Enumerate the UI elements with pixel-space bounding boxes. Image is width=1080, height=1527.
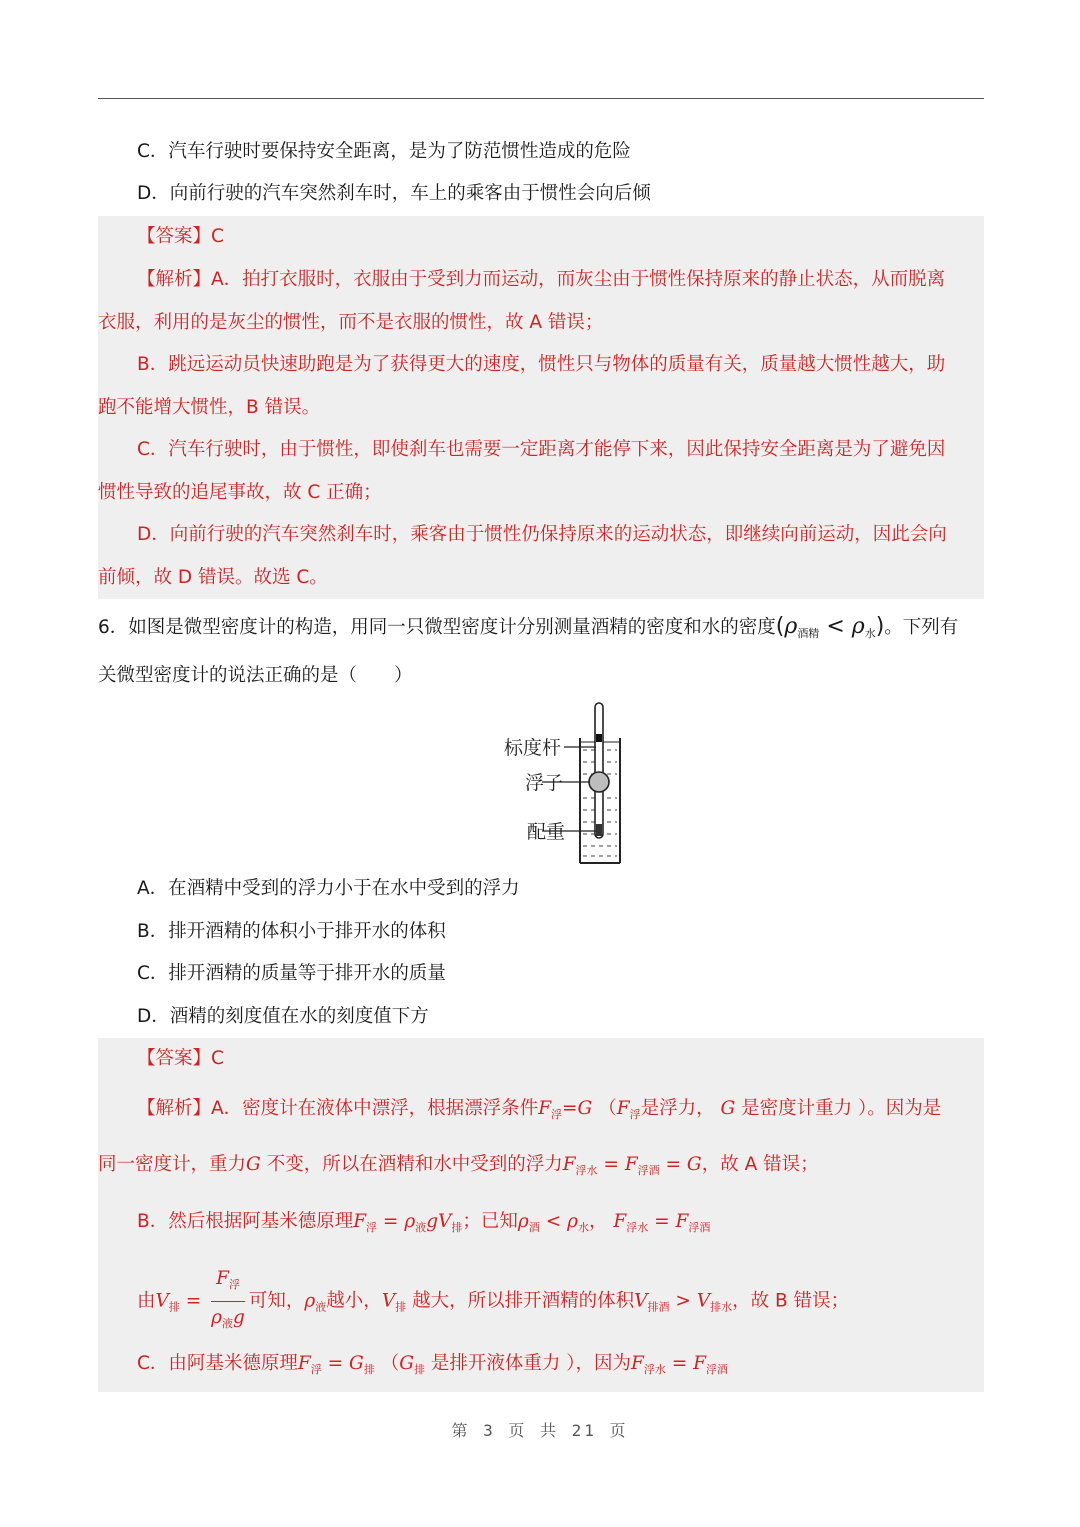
q5-analysis-line: [137, 268, 1023, 292]
label-float: 浮子: [525, 772, 564, 794]
q6-option-b: B．排开酒精的体积小于排开水的体积: [137, 921, 446, 942]
analysis-tag: 【解析】: [137, 1098, 212, 1119]
q6-stem-line-1: [98, 615, 984, 646]
answer-tag: 【答案】: [137, 1048, 212, 1069]
answer-value: C: [211, 226, 224, 247]
q5-analysis-line: D．向前行驶的汽车突然刹车时，乘客由于惯性仍保持原来的运动状态，即继续向前运动，因此会向: [137, 524, 947, 545]
analysis-tag: 【解析】: [137, 269, 212, 290]
q6-analysis-b-line-2: 由$V_排$ = $\frac{F_浮}{\rho_液g}$ 可知，$\rho_液$越小，$V_排$ 越大，所以排开酒精的体积$V_{排酒} > V_{排水}$，故 B 错误；: [137, 1265, 1023, 1338]
hydrometer-figure: [490, 698, 630, 868]
q5-analysis-line: 跑不能增大惯性，B 错误。: [98, 397, 321, 418]
q5-analysis-line: B．跳远运动员快速助跑是为了获得更大的速度，惯性只与物体的质量有关，质量越大惯性越大，助: [137, 354, 946, 375]
label-rod: 标度杆: [504, 737, 562, 759]
q5-analysis-line: C．汽车行驶时，由于惯性，即使刹车也需要一定距离才能停下来，因此保持安全距离是为了避免因: [137, 439, 946, 460]
q6-analysis-c-line-1: C．由阿基米德原理$F_浮 = G_排$ （$G_排$ 是排开液体重力 ），因为$F_{浮水} = F_{浮酒}$: [137, 1353, 728, 1376]
q6-option-c: C．排开酒精的质量等于排开水的质量: [137, 963, 446, 984]
q6-analysis-b-line-1: B．然后根据阿基米德原理$F_浮 = \rho_液gV_排$；已知$\rho_酒 < \rho_水$， $F_{浮水} = F_{浮酒}$: [137, 1211, 711, 1234]
page-footer: 第 3 页 共 21 页: [451, 1421, 629, 1440]
q5-analysis-line: 惯性导致的追尾事故，故 C 正确；: [98, 482, 382, 503]
q6-stem-line-2: 关微型密度计的说法正确的是（ ）: [98, 665, 413, 686]
q6-answer: [137, 1047, 1023, 1071]
counterweight: [596, 824, 602, 836]
label-weight: 配重: [527, 821, 566, 843]
scale-rod: [595, 703, 603, 838]
q5-answer: [137, 225, 1023, 249]
scale-mark: [596, 734, 602, 742]
q5-option-d: D．向前行驶的汽车突然刹车时，车上的乘客由于惯性会向后倾: [137, 183, 651, 204]
q6-analysis-a-line-2: 同一密度计，重力G 不变，所以在酒精和水中受到的浮力$F_{浮水} = F_{浮酒} = G$，故 A 错误；: [98, 1154, 819, 1177]
fraction: $\frac{F_浮}{\rho_液g}$: [211, 1265, 245, 1338]
answer-value: C: [211, 1048, 224, 1069]
q6-stem-tail: 。下列有: [884, 617, 959, 638]
float-ball: [589, 772, 609, 792]
header-rule: [98, 98, 984, 99]
q6-option-d: D．酒精的刻度值在水的刻度值下方: [137, 1006, 429, 1027]
analysis-text: A．拍打衣服时，衣服由于受到力而运动，而灰尘由于惯性保持原来的静止状态，从而脱离: [211, 269, 946, 290]
q6-analysis-a-line-1: 【解析】A．密度计在液体中漂浮，根据漂浮条件$F_浮=G$ （$F_浮$是浮力， G 是密度计重力 ）。因为是: [137, 1098, 942, 1121]
q5-analysis-line: 衣服，利用的是灰尘的惯性，而不是衣服的惯性，故 A 错误；: [98, 312, 604, 333]
answer-tag: 【答案】: [137, 226, 212, 247]
q5-analysis-line: 前倾，故 D 错误。故选 C。: [98, 567, 328, 588]
q6-option-a: A．在酒精中受到的浮力小于在水中受到的浮力: [137, 878, 520, 899]
q5-option-c: C．汽车行驶时要保持安全距离，是为了防范惯性造成的危险: [137, 141, 631, 162]
q6-stem-text: 6．如图是微型密度计的构造，用同一只微型密度计分别测量酒精的密度和水的密度: [98, 617, 776, 638]
density-relation: $(\rho_{酒精} < \rho_水)$: [775, 614, 885, 640]
